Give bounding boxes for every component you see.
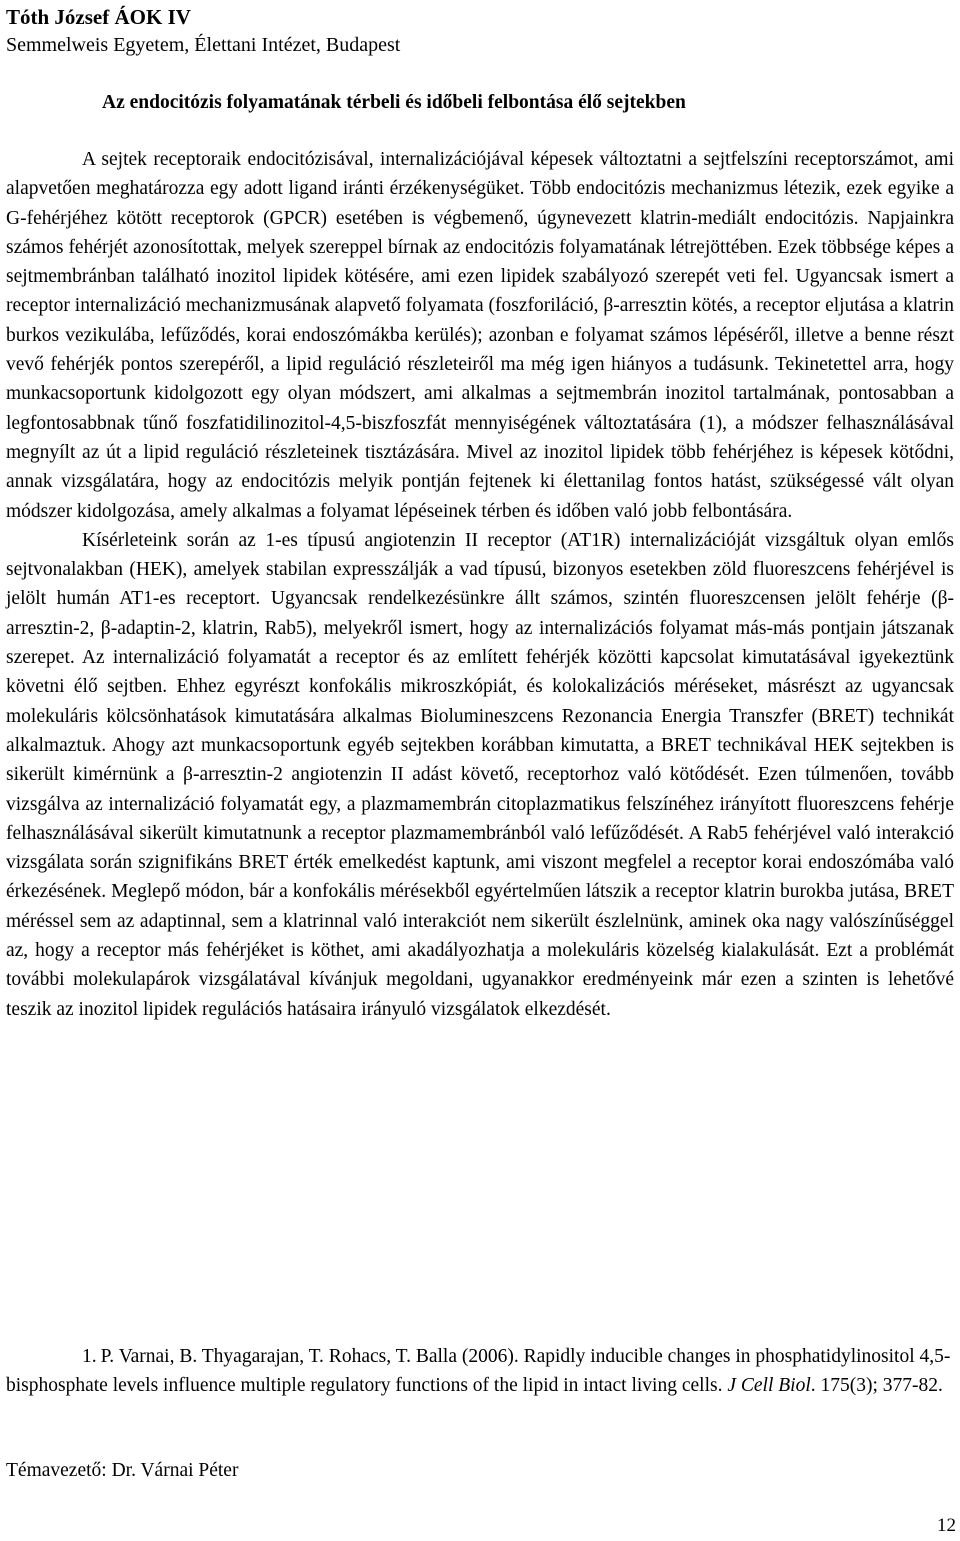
reference-citation: . 175(3); 377-82.: [810, 1375, 943, 1397]
paragraph-experiments: Kísérleteink során az 1-es típusú angiotenzin II receptor (AT1R) internalizációját vizsgáltuk olyan emlős sejtvonalakban (HEK), amelyek stabilan expresszálják a vad típusú, bizonyos esetekben zöld fluoreszcens fehérjével is jelölt humán AT1-es receptort. Ugyancsak rendelkezésünkre állt számos, szintén fluoreszcensen jelölt fehérje (β-arresztin-2, β-adaptin-2, klatrin, Rab5), melyekről ismert, hogy az internalizációs folyamat más-más pontjain játszanak szerepet. Az internalizáció folyamatát a receptor és az említett fehérjék közötti kapcsolat kimutatásával igyekeztünk követni élő sejtben. Ehhez egyrészt konfokális mikroszkópiát, és kolokalizációs méréseket, másrészt az ugyancsak molekuláris kölcsönhatások kimutatására alkalmas Biolumineszcens Rezonancia Energia Transzfer (BRET) technikát alkalmaztuk. Ahogy azt munkacsoportunk egyéb sejtekben korábban kimutatta, a BRET technikával HEK sejtekben is sikerült kimérnünk a β-arresztin-2 angiotenzin II adást követő, receptorhoz való kötődését. Ezen túlmenően, tovább vizsgálva az internalizáció folyamatát egy, a plazmamembrán citoplazmatikus felszínéhez irányított fluoreszcens fehérje felhasználásával sikerült kimutatnunk a receptor plazmamembránból való lefűződését. A Rab5 fehérjével való interakció vizsgálata során szignifikáns BRET érték emelkedést kaptunk, ami viszont megfelel a receptor korai endoszómába való érkezésének. Meglepő módon, bár a konfokális mérésekből egyértelműen látszik a receptor klatrin burokba jutása, BRET méréssel sem az adaptinnal, sem a klatrinnal való interakciót nem sikerült észlelnünk, aminek oka nagy valószínűséggel az, hogy a receptor más fehérjéket is köthet, ami akadályozhatja a molekuláris közelség kialakulását. Ezt a problémát további molekulapárok vizsgálatával kívánjuk megoldani, ugyanakkor eredményeink már ezen a szinten is lehetővé teszik az inozitol lipidek regulációs hatásaira irányuló vizsgálatok elkezdését.: [6, 529, 954, 1020]
reference-journal: J Cell Biol: [727, 1375, 811, 1397]
affiliation: Semmelweis Egyetem, Élettani Intézet, Budapest: [6, 34, 401, 56]
author-name: Tóth József ÁOK IV: [6, 5, 191, 29]
supervisor: Témavezető: Dr. Várnai Péter: [6, 1460, 239, 1481]
page-number: 12: [937, 1515, 956, 1536]
reference-number: 1.: [82, 1346, 97, 1367]
reference-entry: [6, 1342, 954, 1401]
abstract-body: [6, 145, 954, 1024]
paragraph-introduction: A sejtek receptoraik endocitózisával, internalizációjával képesek változtatni a sejtfelszíni receptorszámot, ami alapvetően meghatározza egy adott ligand iránti érzékenységüket. Több endocitózis mechanizmus létezik, ezek egyike a G-fehérjéhez kötött receptorok (GPCR) esetében is végbemenő, úgynevezett klatrin-mediált endocitózis. Napjainkra számos fehérjét azonosítottak, melyek szereppel bírnak az endocitózis folyamatának létrejöttében. Ezek többsége képes a sejtmembránban található inozitol lipidek kötésére, ami ezen lipidek szabályozó szerepét veti fel. Ugyancsak ismert a receptor internalizáció mechanizmusának alapvető folyamata (foszforiláció, β-arresztin kötés, a receptor eljutása a klatrin burkos vezikulába, lefűződés, korai endoszómákba kerülés); azonban e folyamat számos lépéséről, illetve a benne részt vevő fehérjék pontos szerepéről, a lipid reguláció részleteiről ma még igen hiányos a tudásunk. Tekinetettel arra, hogy munkacsoportunk kidolgozott egy olyan módszert, ami alkalmas a sejtmembrán inozitol tartalmának, pontosabban a legfontosabbnak tűnő foszfatidilinozitol-4,5-biszfoszfát mennyiségének változtatására (1), a módszer felhasználásával megnyílt az út a lipid reguláció részleteinek tisztázására. Mivel az inozitol lipidek több fehérjéhez is képesek kötődni, annak vizsgálatára, hogy az endocitózis melyik pontján fejtenek ki élettanilag fontos hatást, szükségessé vált olyan módszer kidolgozása, amely alkalmas a folyamat lépéseinek térben és időben való jobb felbontására.: [6, 149, 954, 522]
abstract-title: Az endocitózis folyamatának térbeli és időbeli felbontása élő sejtekben: [102, 92, 686, 113]
reference-text: P. Varnai, B. Thyagarajan, T. Rohacs, T. Balla (2006). Rapidly inducible changes in phosphatidylinositol 4,5-bisphosphate levels influence multiple regulatory functions of the lipid in intact living cells.: [6, 1346, 951, 1397]
